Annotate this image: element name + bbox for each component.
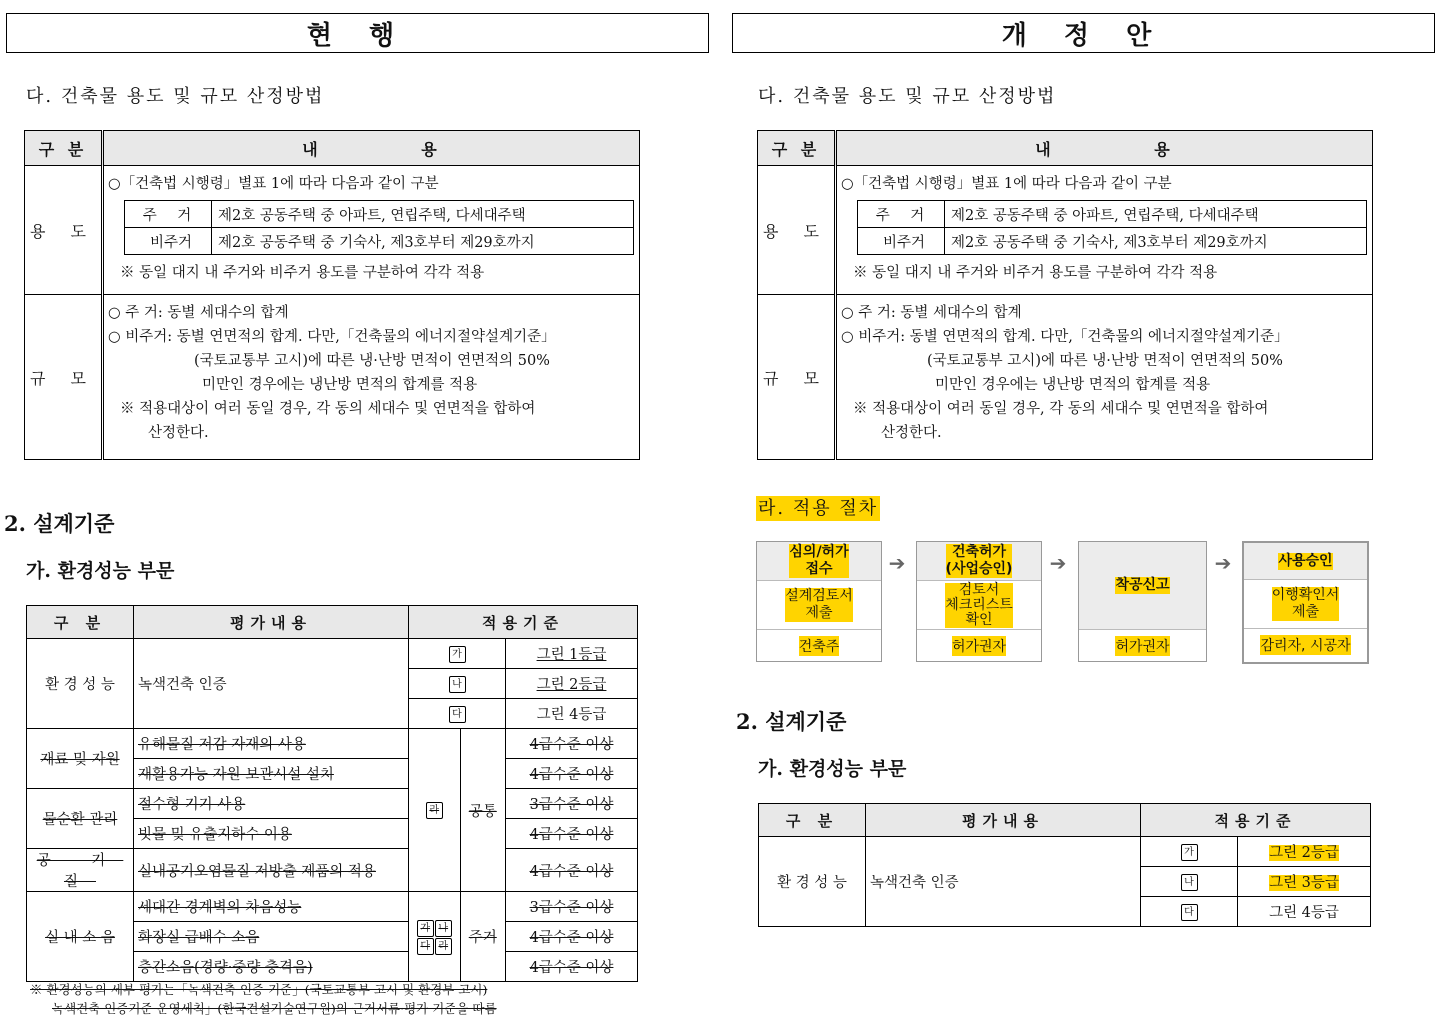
col-gubun: 구 분	[25, 131, 103, 166]
section-da-right: 다. 건축물 용도 및 규모 산정방법	[758, 86, 1057, 107]
section-da-left: 다. 건축물 용도 및 규모 산정방법	[26, 86, 325, 107]
footnote-line1: ※ 환경성능의 세부 평가는「녹색건축 인증 기준」(국토교통부 고시 및 환경부 고시)	[30, 982, 488, 997]
usage-label: 용 도	[25, 166, 103, 295]
usage-table-right: 구 분 내 용 용 도 ○「건축법 시행령」별표 1에 따라 다음과 같이 구분 주 거 제2호 공동주택 중 아파트, 연립주택, 다세대주택 비주거 제2호 공동주택 중 기숙사, 제3호부터 제29호까지 ※ 동일 대지 내 주거와 비주거 용도를 구분하여 각각 적용 규 모 ○ 주 거: 동별 세대수의 합계 ○ 비주거: 동별 연면적의 합계. 다만,「건축물의 에너지절약설계기준」 (국토교통부 고시)에 따른 냉·난방 면적이 연면적의 50% 미만인 경우에는 냉난방 면적의 합계를 적용 ※ 적용대상이 여러 동일 경우, 각 동의 세대수 및 연면적을 합하여 산정한다.	[757, 130, 1373, 460]
design-standard-title-right: 2. 설계기준	[736, 709, 847, 734]
col-content: 내 용	[103, 131, 640, 166]
step-permit: 건축허가 (사업승인) 검토서 체크리스트 확인 허가권자	[916, 541, 1042, 662]
scale-content: ○ 주 거: 동별 세대수의 합계 ○ 비주거: 동별 연면적의 합계. 다만,「건축물의 에너지절약설계기준」 (국토교통부 고시)에 따른 냉·난방 면적이 연면적의 50% 미만인 경우에는 냉난방 면적의 합계를 적용 ※ 적용대상이 여러 동일 경우, 각 동의 세대수 및 연면적을 합하여 산정한다.	[103, 295, 640, 460]
grade-badge-ga: 가	[449, 646, 466, 663]
grade-badge-da: 다	[449, 706, 466, 723]
procedure-title: 라. 적용 절차	[758, 498, 879, 519]
usage-table-left	[24, 130, 640, 460]
footnote-line2: 녹색건축 인증기준 운영세칙」(한국건설기술연구원)의 근거서류·평가 기준을 따름	[52, 1001, 497, 1016]
env-section-title-right: 가. 환경성능 부문	[758, 758, 907, 780]
arrow-right-icon: ➔	[888, 551, 906, 575]
step-approval: 사용승인 이행확인서 제출 감리자, 시공자	[1242, 541, 1369, 664]
env-table-left: 구 분 평가내용 적용기준 환 경 성 능 녹색건축 인증 가 그린 1등급 나 그린 2등급 다 그린 4등급 재료 및 자원 유해물질 저감 자재의 사용 라 공통 4급수준 이상 재활용가능 자원 보관시설 설치 4급수준 이상 물순환 관리 절수형 기기 사용 3급수준 이상 빗물 및 유출지하수 이용 4급수준 이상 공 기 질 실내공기오염물질 저방출 제품의 적용 4급수준 이상 실 내 소 음 세대간 경계벽의 차음성능 가 나 다 라 주거 3급수준 이상 화장실 급배수 소음 4급수준 이상 층간소음(경량·중량 충격음) 4급수준 이상	[26, 605, 638, 982]
env-section-title-left: 가. 환경성능 부문	[26, 560, 175, 582]
scale-label: 규 모	[25, 295, 103, 460]
design-standard-title-left: 2. 설계기준	[4, 511, 115, 536]
header-revision: 개 정 안	[732, 13, 1435, 53]
grade-badge-na: 나	[449, 676, 466, 693]
env-content: 녹색건축 인증	[134, 639, 409, 729]
arrow-right-icon: ➔	[1049, 551, 1067, 575]
env-label: 환 경 성 능	[27, 639, 134, 729]
step-review: 심의/허가 접수 설계검토서 제출 건축주	[756, 541, 882, 662]
arrow-right-icon: ➔	[1214, 551, 1232, 575]
header-current: 현 행	[6, 13, 709, 53]
usage-inner-table: 주 거 제2호 공동주택 중 아파트, 연립주택, 다세대주택 비주거 제2호 공동주택 중 기숙사, 제3호부터 제29호까지	[124, 200, 634, 255]
step-start: 착공신고 허가권자	[1078, 541, 1207, 662]
usage-content: ○「건축법 시행령」별표 1에 따라 다음과 같이 구분 주 거 제2호 공동주택 중 아파트, 연립주택, 다세대주택 비주거 제2호 공동주택 중 기숙사, 제3호부터 제29호까지 ※ 동일 대지 내 주거와 비주거 용도를 구분하여 각각 적용	[103, 166, 640, 295]
env-table-right: 구 분 평가내용 적용기준 환 경 성 능 녹색건축 인증 가 그린 2등급 나 그린 3등급 다 그린 4등급	[758, 803, 1371, 927]
